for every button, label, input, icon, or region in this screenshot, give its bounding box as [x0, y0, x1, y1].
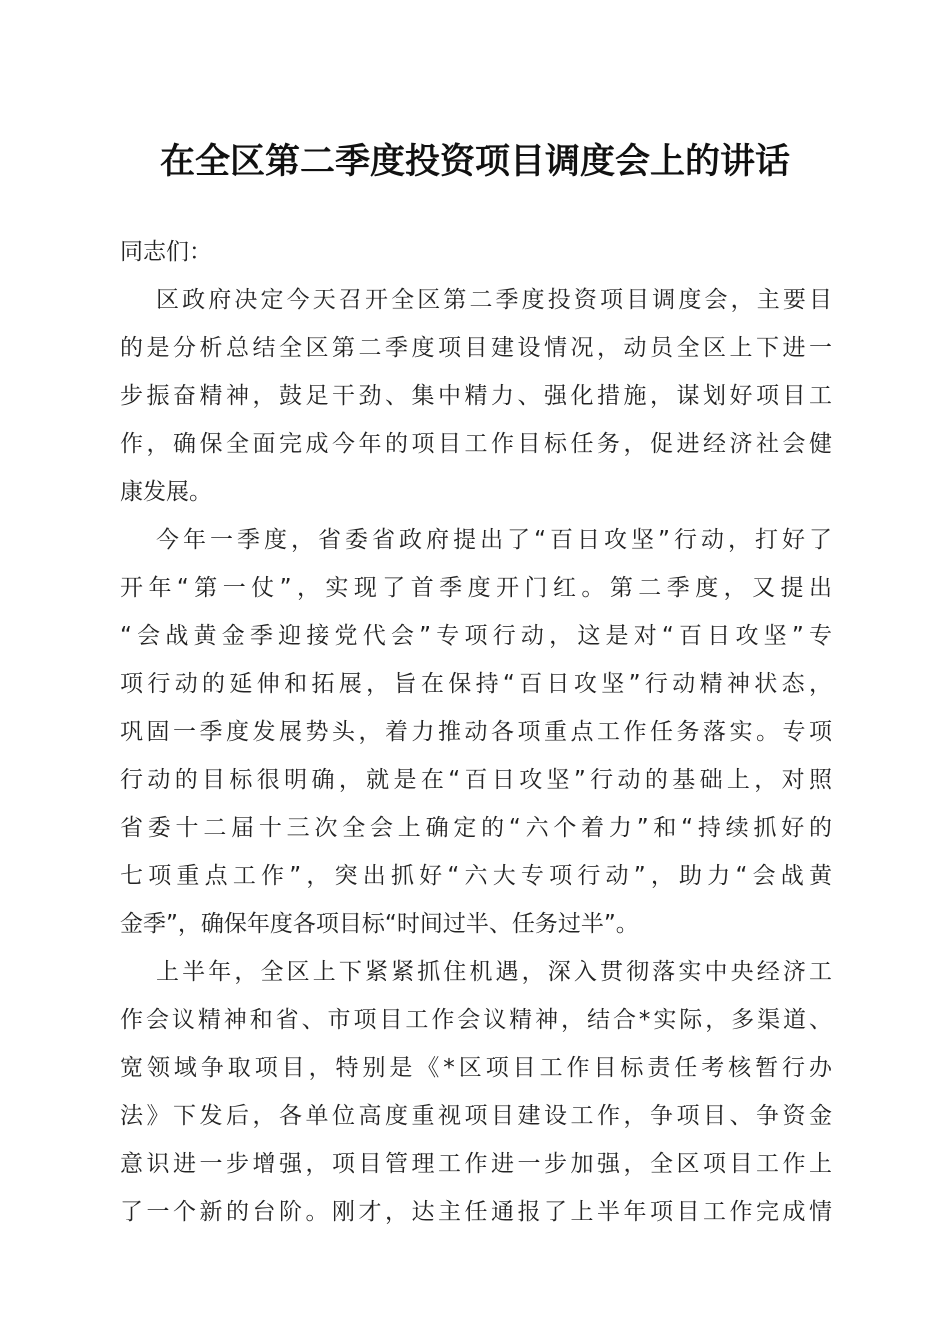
salutation: 同志们： — [120, 239, 212, 265]
paragraph-3-line-6: 了一个新的台阶。刚才，达主任通报了上半年项目工作完成情 — [120, 1199, 832, 1225]
paragraph-2-line-2: 开年“第一仗”，实现了首季度开门红。第二季度，又提出 — [120, 575, 832, 601]
document-body — [120, 228, 832, 1236]
paragraph-3-line-3: 宽领域争取项目，特别是《*区项目工作目标责任考核暂行办 — [120, 1055, 832, 1081]
paragraph-3-line-5: 意识进一步增强，项目管理工作进一步加强，全区项目工作上 — [120, 1151, 832, 1177]
paragraph-1-line-5: 康发展。 — [120, 479, 212, 505]
paragraph-3-line-2: 作会议精神和省、市项目工作会议精神，结合*实际，多渠道、 — [120, 1007, 832, 1033]
paragraph-1-line-4: 作，确保全面完成今年的项目工作目标任务，促进经济社会健 — [120, 431, 832, 457]
paragraph-2-line-9: 金季”，确保年度各项目标“时间过半、任务过半”。 — [120, 911, 639, 937]
paragraph-1-line-3: 步振奋精神，鼓足干劲、集中精力、强化措施，谋划好项目工 — [120, 383, 832, 409]
paragraph-1-line-1: 区政府决定今天召开全区第二季度投资项目调度会，主要目 — [156, 287, 832, 313]
paragraph-2-line-5: 巩固一季度发展势头，着力推动各项重点工作任务落实。专项 — [120, 719, 832, 745]
paragraph-3-line-1: 上半年，全区上下紧紧抓住机遇，深入贯彻落实中央经济工 — [156, 959, 832, 985]
paragraph-2-line-4: 项行动的延伸和拓展，旨在保持“百日攻坚”行动精神状态， — [120, 671, 832, 697]
paragraph-2-line-8: 七项重点工作”，突出抓好“六大专项行动”，助力“会战黄 — [120, 863, 832, 889]
paragraph-2-line-6: 行动的目标很明确，就是在“百日攻坚”行动的基础上，对照 — [120, 767, 832, 793]
paragraph-2-line-7: 省委十二届十三次全会上确定的“六个着力”和“持续抓好的 — [120, 815, 832, 841]
document-title: 在全区第二季度投资项目调度会上的讲话 — [159, 141, 790, 182]
paragraph-3-line-4: 法》下发后，各单位高度重视项目建设工作，争项目、争资金 — [120, 1103, 832, 1129]
paragraph-2-line-1: 今年一季度，省委省政府提出了“百日攻坚”行动，打好了 — [156, 527, 832, 553]
paragraph-1-line-2: 的是分析总结全区第二季度项目建设情况，动员全区上下进一 — [120, 335, 832, 361]
paragraph-2-line-3: “会战黄金季迎接党代会”专项行动，这是对“百日攻坚”专 — [120, 623, 832, 649]
